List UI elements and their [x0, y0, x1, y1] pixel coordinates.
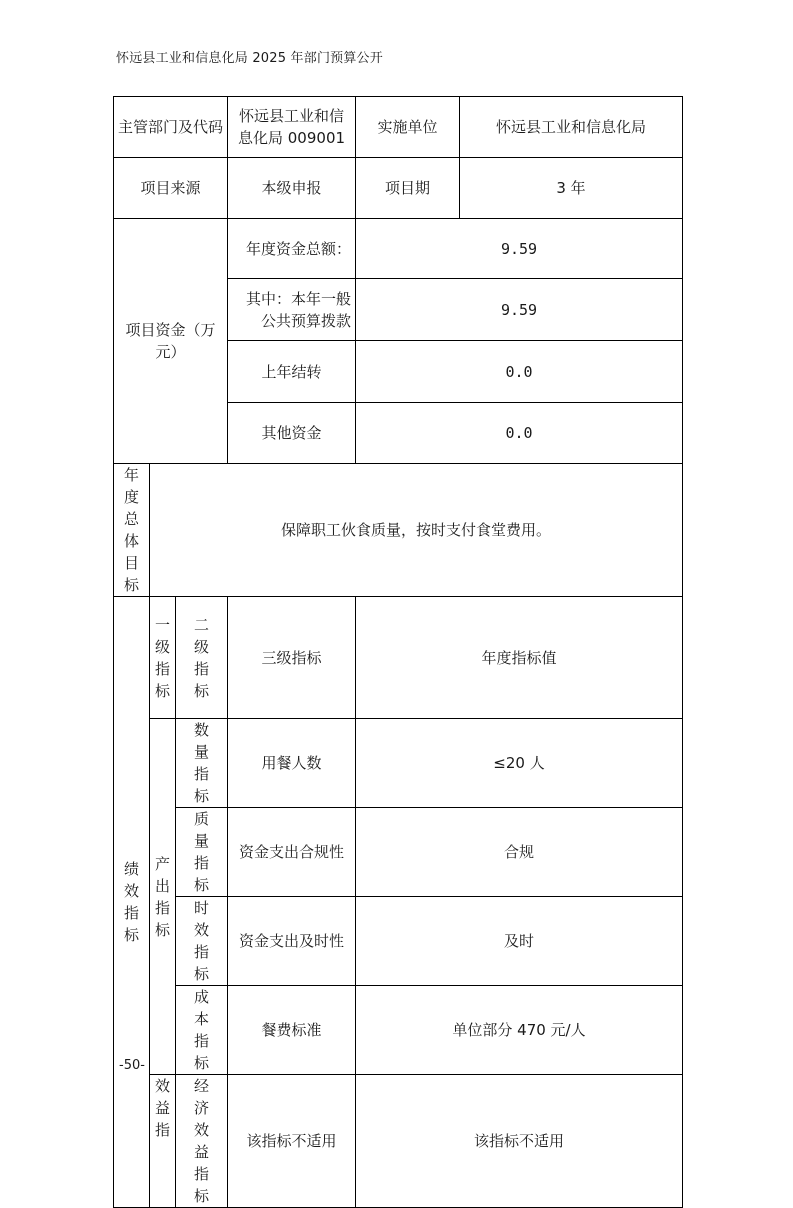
- table-row: [114, 808, 683, 897]
- perf-value: 该指标不适用: [356, 1075, 683, 1208]
- table-row: [114, 597, 683, 719]
- perf-level2: 经 济 效 益 指 标: [176, 1075, 228, 1208]
- funds-label: 项目资金（万元）: [114, 219, 228, 464]
- table-row: [114, 464, 683, 597]
- fund-carryover-label: 上年结转: [228, 341, 356, 403]
- perf-header-level1: 一 级 指 标: [150, 597, 176, 719]
- perf-level3: 用餐人数: [228, 719, 356, 808]
- perf-header-value: 年度指标值: [356, 597, 683, 719]
- goal-text: 保障职工伙食质量，按时支付食堂费用。: [150, 464, 683, 597]
- goal-label: 年 度 总 体 目 标: [114, 464, 150, 597]
- fund-other-label: 其他资金: [228, 403, 356, 464]
- dept-value: 怀远县工业和信息化局 009001: [228, 97, 356, 158]
- table-row: [114, 719, 683, 808]
- benefit-label: 效 益 指: [150, 1075, 176, 1208]
- table-row: [114, 897, 683, 986]
- unit-value: 怀远县工业和信息化局: [460, 97, 683, 158]
- period-label: 项目期: [356, 158, 460, 219]
- page-number: -50-: [119, 1058, 145, 1073]
- project-budget-table: [113, 96, 683, 1208]
- table-row: [114, 986, 683, 1075]
- perf-value: 及时: [356, 897, 683, 986]
- table-row: [114, 158, 683, 219]
- perf-level3: 资金支出合规性: [228, 808, 356, 897]
- period-value: 3 年: [460, 158, 683, 219]
- perf-level2: 时 效 指 标: [176, 897, 228, 986]
- fund-general-value: 9.59: [356, 279, 683, 341]
- perf-level3: 资金支出及时性: [228, 897, 356, 986]
- perf-level3: 该指标不适用: [228, 1075, 356, 1208]
- perf-label: 绩 效 指 标: [114, 597, 150, 1208]
- perf-value: 单位部分 470 元/人: [356, 986, 683, 1075]
- table-row: [114, 219, 683, 279]
- table-row: [114, 97, 683, 158]
- fund-total-value: 9.59: [356, 219, 683, 279]
- unit-label: 实施单位: [356, 97, 460, 158]
- perf-header-level2: 二 级 指 标: [176, 597, 228, 719]
- perf-level2: 数 量 指 标: [176, 719, 228, 808]
- fund-general-label: 其中：本年一般公共预算拨款: [228, 279, 356, 341]
- perf-value: 合规: [356, 808, 683, 897]
- fund-carryover-value: 0.0: [356, 341, 683, 403]
- fund-other-value: 0.0: [356, 403, 683, 464]
- perf-header-level3: 三级指标: [228, 597, 356, 719]
- table-row: [114, 1075, 683, 1208]
- fund-total-label: 年度资金总额：: [228, 219, 356, 279]
- perf-level2: 质 量 指 标: [176, 808, 228, 897]
- source-value: 本级申报: [228, 158, 356, 219]
- page-header: 怀远县工业和信息化局 2025 年部门预算公开: [116, 51, 383, 66]
- perf-value: ≤20 人: [356, 719, 683, 808]
- dept-label: 主管部门及代码: [114, 97, 228, 158]
- output-label: 产 出 指 标: [150, 719, 176, 1075]
- source-label: 项目来源: [114, 158, 228, 219]
- perf-level2: 成 本 指 标: [176, 986, 228, 1075]
- perf-level3: 餐费标准: [228, 986, 356, 1075]
